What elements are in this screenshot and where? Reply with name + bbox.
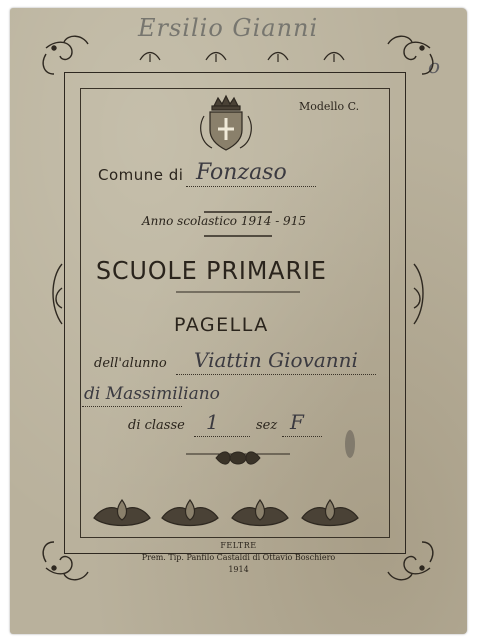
footer-city: FELTRE	[220, 541, 257, 550]
corner-scroll-ornament-icon	[43, 36, 88, 74]
section-label: sez	[256, 418, 278, 433]
fleuron-ornament-icon	[94, 500, 150, 526]
comune-label: Comune di	[98, 166, 184, 184]
royal-coat-of-arms-icon	[201, 96, 252, 150]
handwritten-corner-mark: o	[428, 54, 441, 78]
form-model-label: Modello C.	[299, 100, 360, 113]
comune-value: Fonzaso	[196, 160, 287, 185]
student-dotted-line	[176, 374, 376, 375]
page-subtitle: PAGELLA	[174, 314, 269, 336]
student-name-value: Viattin Giovanni	[194, 348, 358, 372]
footer-printer: Prem. Tip. Panfilo Castaldi di Ottavio Boschiero	[141, 553, 336, 562]
student-label: dell'alunno	[94, 356, 167, 371]
fleuron-ornament-icon	[216, 452, 260, 464]
fleuron-ornament-icon	[232, 500, 288, 526]
section-value: F	[290, 410, 304, 434]
report-card-cover	[10, 8, 467, 634]
fleuron-ornament-icon	[302, 500, 358, 526]
handwritten-owner-name: Ersilio Gianni	[138, 14, 319, 42]
class-value: 1	[206, 410, 219, 434]
parent-dotted-line	[82, 406, 182, 407]
footer-year: 1914	[228, 565, 249, 574]
page-title: SCUOLE PRIMARIE	[96, 256, 327, 285]
section-dotted-line	[282, 436, 322, 437]
comune-dotted-line	[186, 186, 316, 187]
fleuron-ornament-icon	[162, 500, 218, 526]
class-dotted-line	[194, 436, 250, 437]
corner-scroll-ornament-icon	[388, 36, 433, 74]
school-year-label: Anno scolastico 1914 - 915	[142, 214, 306, 228]
parent-name-value: di Massimiliano	[84, 384, 220, 404]
class-label: di classe	[128, 418, 185, 433]
